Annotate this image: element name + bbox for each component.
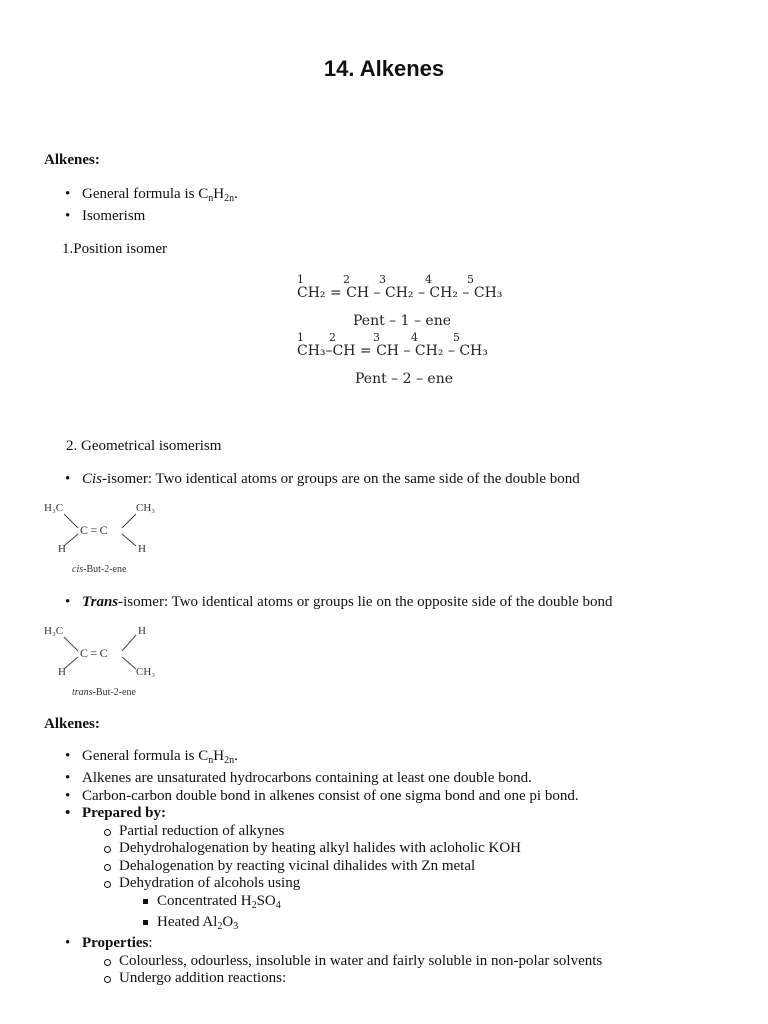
- list-item: • General formula is $C_nH_{2n}$.: [82, 748, 238, 765]
- subsection-label: 1.Position isomer: [62, 241, 168, 257]
- subsection-label: 2. Geometrical isomerism: [66, 438, 222, 454]
- page-title: 14. Alkenes: [323, 56, 445, 81]
- list-item: • Alkenes are unsaturated hydrocarbons containing at least one double bond.: [82, 770, 532, 787]
- section-heading: Alkenes:: [44, 716, 100, 732]
- list-item: • Trans-isomer: Two identical atoms or groups lie on the opposite side of the double bond: [82, 594, 613, 611]
- sub-sub-list-item: Heated $Al_2O_3$: [157, 914, 239, 932]
- list-item: • Cis-isomer: Two identical atoms or groups are on the same side of the double bond: [82, 471, 580, 488]
- structural-formula: 1 2 3 4 5 CH₂ = CH – CH₂ – CH₂ – CH₃: [297, 273, 503, 301]
- list-item: • Properties:: [82, 935, 153, 952]
- section-heading: Alkenes:: [44, 152, 100, 168]
- list-item: • Carbon-carbon double bond in alkenes consist of one sigma bond and one pi bond.: [82, 788, 579, 805]
- sub-sub-list-item: Concentrated $H_2SO_4$: [157, 893, 281, 911]
- sub-list-item: Undergo addition reactions:: [119, 970, 287, 986]
- compound-name: Pent – 2 – ene: [355, 371, 454, 387]
- sub-list-item: Colourless, odourless, insoluble in water and fairly soluble in non-polar solvents: [119, 953, 603, 969]
- list-item: • Isomerism: [82, 208, 145, 225]
- sub-list-item: Dehalogenation by reacting vicinal dihalides with Zn metal: [119, 858, 476, 874]
- list-item: • Prepared by:: [82, 805, 166, 822]
- sub-list-item: Partial reduction of alkynes: [119, 823, 285, 839]
- list-item: • General formula is $C_nH_{2n}$.: [82, 186, 238, 203]
- trans-but-2-ene-figure: H₃C H C = C H CH₃ trans-But-2-ene: [40, 623, 180, 703]
- compound-name: Pent – 1 – ene: [353, 313, 452, 329]
- structural-formula: 1 2 3 4 5 CH₃–CH = CH – CH₂ – CH₃: [297, 331, 488, 359]
- sub-list-item: Dehydrohalogenation by heating alkyl halides with acloholic KOH: [119, 840, 521, 856]
- sub-list-item: Dehydration of alcohols using: [119, 875, 301, 891]
- cis-but-2-ene-figure: H₃C CH₃ C = C H H cis-But-2-ene: [40, 500, 180, 580]
